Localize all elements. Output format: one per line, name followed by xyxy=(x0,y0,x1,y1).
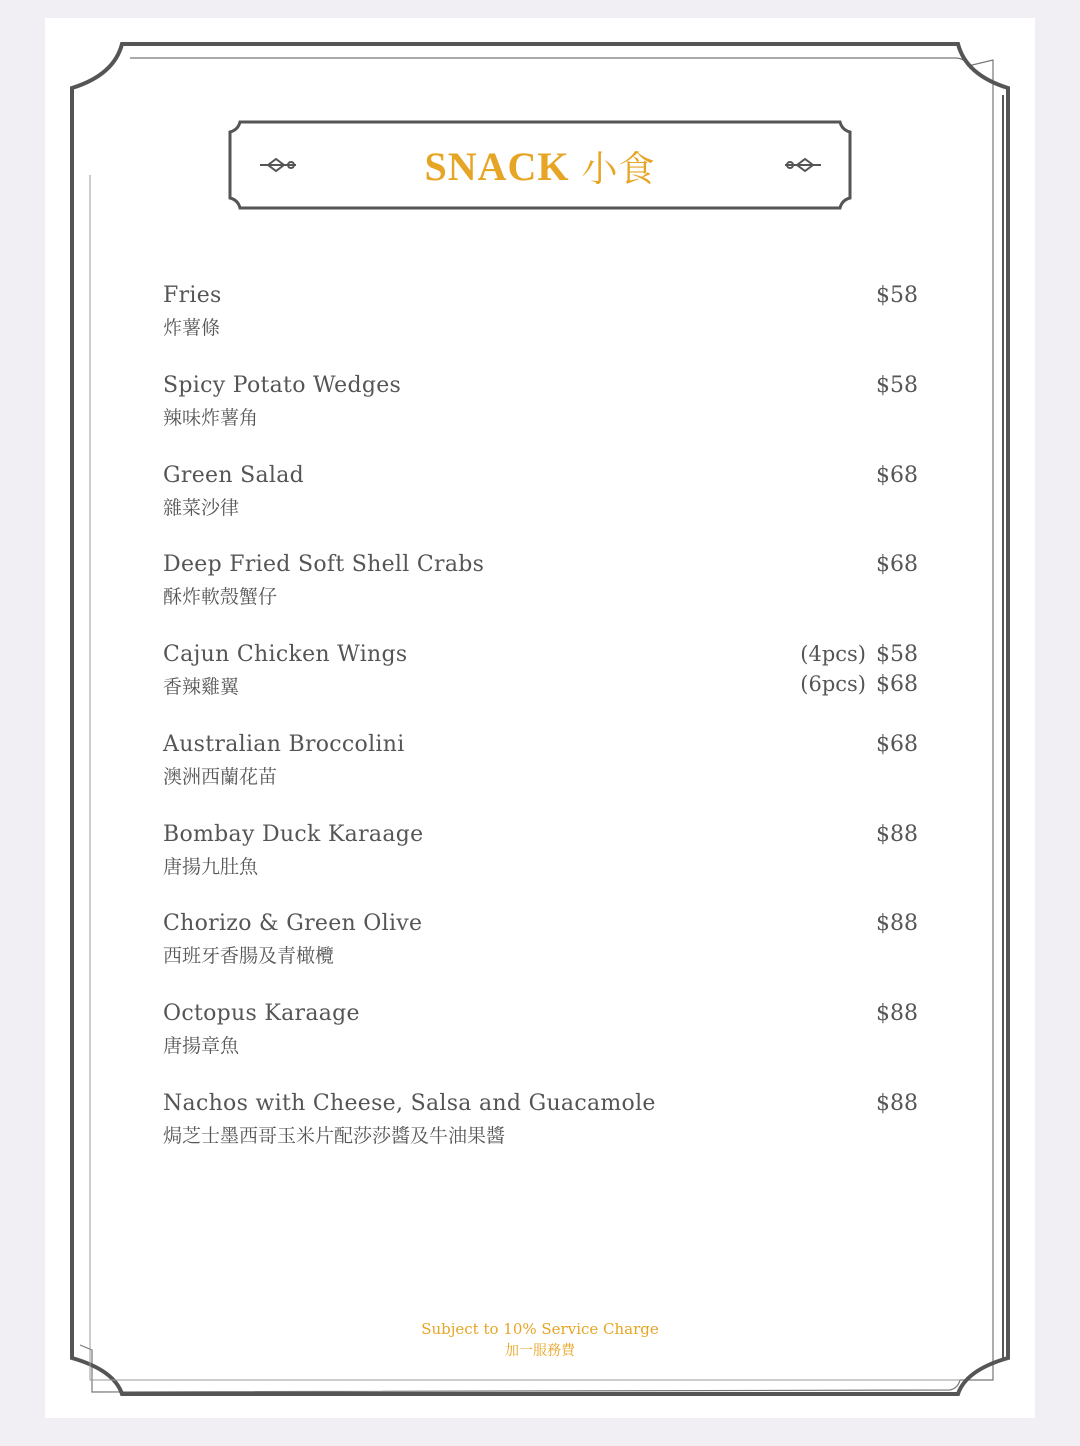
item-quantity: (4pcs) xyxy=(800,642,866,666)
item-name-zh: 炸薯條 xyxy=(163,317,221,339)
item-price-value: $68 xyxy=(876,672,918,697)
item-price: $88 xyxy=(876,1091,918,1116)
service-charge-note: Subject to 10% Service Charge xyxy=(421,1320,659,1338)
item-quantity: (6pcs) xyxy=(800,672,866,696)
item-name: Nachos with Cheese, Salsa and Guacamole xyxy=(163,1091,656,1116)
item-name: Spicy Potato Wedges xyxy=(163,373,402,398)
item-price: $88 xyxy=(876,1001,918,1026)
item-price: $88 xyxy=(876,822,918,847)
item-name: Australian Broccolini xyxy=(163,732,405,757)
menu-title-zh: 小食 xyxy=(581,148,656,190)
menu-title-en: SNACK xyxy=(424,143,570,189)
item-name: Chorizo & Green Olive xyxy=(163,911,423,936)
item-price: $68 xyxy=(876,552,918,577)
item-name-zh: 辣味炸薯角 xyxy=(163,407,259,429)
menu-title xyxy=(230,124,850,208)
item-name: Bombay Duck Karaage xyxy=(163,822,424,847)
item-name: Deep Fried Soft Shell Crabs xyxy=(163,552,485,577)
item-price: $58 xyxy=(876,373,918,398)
item-name: Cajun Chicken Wings xyxy=(163,642,408,667)
item-price: $68 xyxy=(876,463,918,488)
item-name-zh: 酥炸軟殼蟹仔 xyxy=(163,586,278,608)
item-name-zh: 澳洲西蘭花苗 xyxy=(163,766,278,788)
item-price: $58 xyxy=(876,283,918,308)
item-price-alt xyxy=(800,672,918,697)
item-name-zh: 西班牙香腸及青橄欖 xyxy=(163,945,335,967)
item-name-zh: 焗芝士墨西哥玉米片配莎莎醬及牛油果醬 xyxy=(163,1125,506,1147)
item-name: Fries xyxy=(163,283,222,308)
item-name: Green Salad xyxy=(163,463,305,488)
item-name: Octopus Karaage xyxy=(163,1001,360,1026)
service-charge-note-zh: 加一服務費 xyxy=(505,1343,575,1359)
item-name-zh: 唐揚九肚魚 xyxy=(163,856,259,878)
item-name-zh: 香辣雞翼 xyxy=(163,676,240,698)
item-price xyxy=(800,642,918,667)
item-price: $88 xyxy=(876,911,918,936)
item-name-zh: 雜菜沙律 xyxy=(163,497,240,519)
item-price: $68 xyxy=(876,732,918,757)
item-price-value: $58 xyxy=(876,642,918,667)
item-name-zh: 唐揚章魚 xyxy=(163,1035,240,1057)
